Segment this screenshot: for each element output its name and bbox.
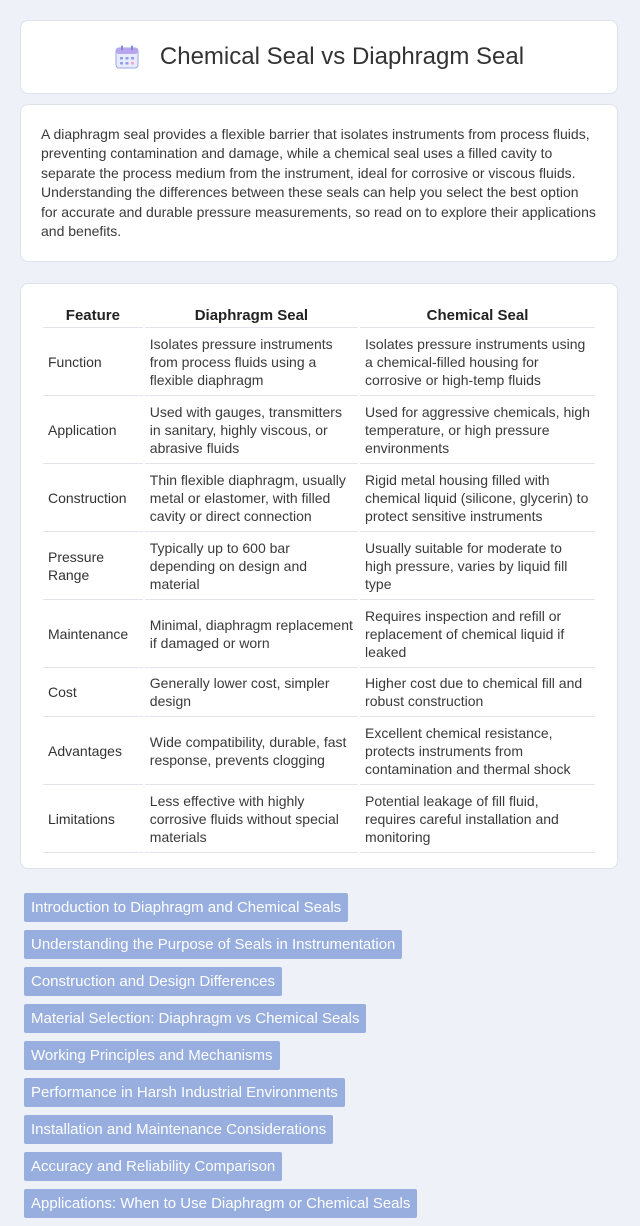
- feature-cell: Cost: [43, 668, 143, 717]
- feature-cell: Application: [43, 396, 143, 464]
- chemical-cell: Isolates pressure instruments using a chemical-filled housing for corrosive or high-temp fluids: [360, 328, 595, 396]
- column-header-chemical: Chemical Seal: [360, 304, 595, 328]
- table-row: [43, 668, 595, 717]
- table-row: [43, 328, 595, 396]
- diaphragm-cell: Thin flexible diaphragm, usually metal or elastomer, with filled cavity or direct connection: [145, 464, 358, 532]
- topic-links: [24, 893, 417, 1226]
- topic-link-purpose[interactable]: Understanding the Purpose of Seals in Instrumentation: [24, 930, 402, 959]
- diaphragm-cell: Generally lower cost, simpler design: [145, 668, 358, 717]
- topic-link-installation[interactable]: Installation and Maintenance Considerations: [24, 1115, 333, 1144]
- topic-link-construction[interactable]: Construction and Design Differences: [24, 967, 282, 996]
- page-title: Chemical Seal vs Diaphragm Seal: [159, 43, 525, 70]
- topic-link-material-selection[interactable]: Material Selection: Diaphragm vs Chemical Seals: [24, 1004, 366, 1033]
- feature-cell: Function: [43, 328, 143, 396]
- table-row: [43, 600, 595, 668]
- diaphragm-cell: Typically up to 600 bar depending on design and material: [145, 532, 358, 600]
- intro-paragraph: A diaphragm seal provides a flexible barrier that isolates instruments from process fluids, preventing contamination and damage, while a chemical seal uses a filled cavity to separate the process medium from the instrument, ideal for corrosive or viscous fluids. Understanding the differences between these seals can help you select the best option for accurate and durable pressure measurements, so read on to explore their applications and benefits.: [41, 126, 596, 240]
- table-row: [43, 396, 595, 464]
- table-header-row: [43, 304, 595, 328]
- diaphragm-cell: Isolates pressure instruments from process fluids using a flexible diaphragm: [145, 328, 358, 396]
- calendar-icon: [114, 44, 140, 70]
- comparison-table-card: [20, 283, 618, 869]
- table-row: [43, 464, 595, 532]
- feature-cell: Limitations: [43, 785, 143, 853]
- diaphragm-cell: Less effective with highly corrosive fluids without special materials: [145, 785, 358, 853]
- comparison-table: [41, 304, 597, 853]
- table-row: [43, 532, 595, 600]
- column-header-feature: Feature: [43, 304, 143, 328]
- chemical-cell: Potential leakage of fill fluid, requires careful installation and monitoring: [360, 785, 595, 853]
- topic-link-working-principles[interactable]: Working Principles and Mechanisms: [24, 1041, 280, 1070]
- topic-link-accuracy[interactable]: Accuracy and Reliability Comparison: [24, 1152, 282, 1181]
- topic-link-applications[interactable]: Applications: When to Use Diaphragm or Chemical Seals: [24, 1189, 417, 1218]
- feature-cell: Construction: [43, 464, 143, 532]
- diaphragm-cell: Minimal, diaphragm replacement if damaged or worn: [145, 600, 358, 668]
- topic-link-performance[interactable]: Performance in Harsh Industrial Environments: [24, 1078, 345, 1107]
- chemical-cell: Usually suitable for moderate to high pressure, varies by liquid fill type: [360, 532, 595, 600]
- intro-card: [20, 104, 618, 262]
- topic-link-introduction[interactable]: Introduction to Diaphragm and Chemical Seals: [24, 893, 348, 922]
- title-card: [20, 20, 618, 94]
- diaphragm-cell: Used with gauges, transmitters in sanitary, highly viscous, or abrasive fluids: [145, 396, 358, 464]
- feature-cell: Advantages: [43, 717, 143, 785]
- chemical-cell: Rigid metal housing filled with chemical liquid (silicone, glycerin) to protect sensitive instruments: [360, 464, 595, 532]
- column-header-diaphragm: Diaphragm Seal: [145, 304, 358, 328]
- table-row: [43, 717, 595, 785]
- diaphragm-cell: Wide compatibility, durable, fast response, prevents clogging: [145, 717, 358, 785]
- feature-cell: Pressure Range: [43, 532, 143, 600]
- chemical-cell: Excellent chemical resistance, protects instruments from contamination and thermal shock: [360, 717, 595, 785]
- chemical-cell: Requires inspection and refill or replacement of chemical liquid if leaked: [360, 600, 595, 668]
- chemical-cell: Used for aggressive chemicals, high temperature, or high pressure environments: [360, 396, 595, 464]
- table-row: [43, 785, 595, 853]
- feature-cell: Maintenance: [43, 600, 143, 668]
- chemical-cell: Higher cost due to chemical fill and robust construction: [360, 668, 595, 717]
